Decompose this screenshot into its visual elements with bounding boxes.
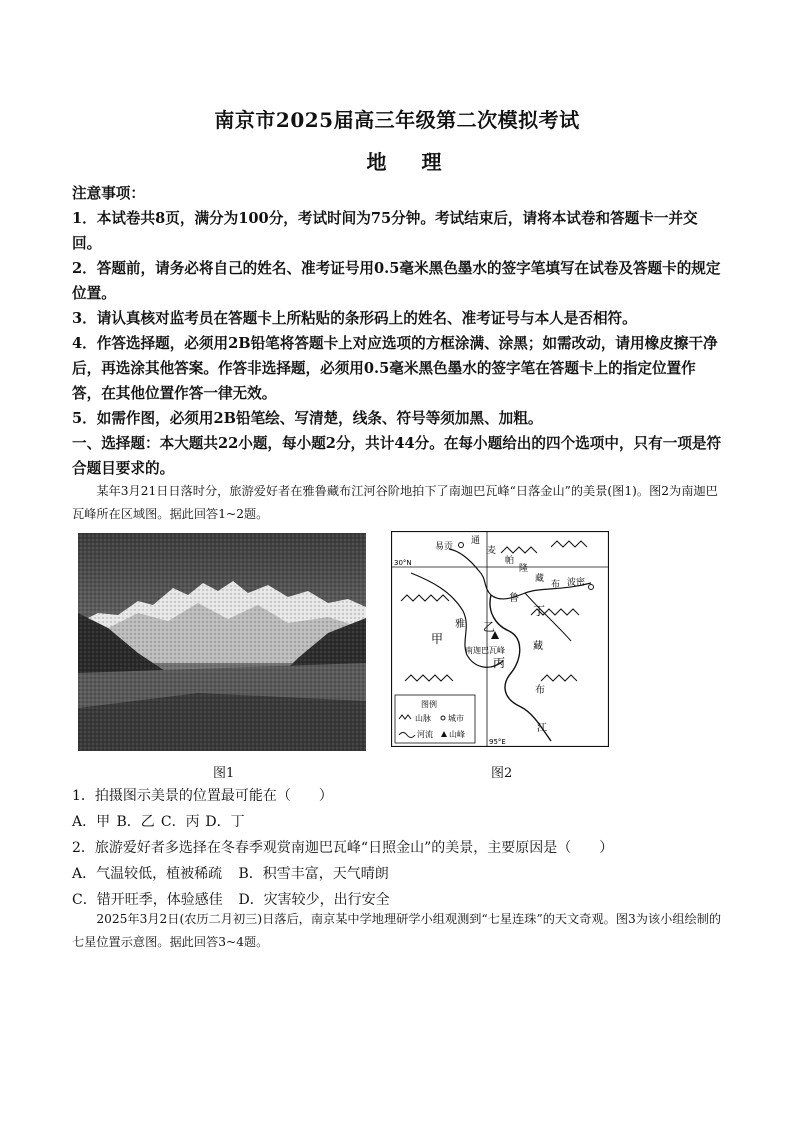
question-2-options-row-1	[72, 861, 722, 887]
passage-2: 2025年3月2日(农历二月初三)日落后，南京某中学地理研学小组观测到“七星连珠”的天文奇观。图3为该小组绘制的七星位置示意图。据此回答3~4题。	[72, 912, 722, 949]
peak-label: 南迦巴瓦峰	[465, 646, 505, 655]
subject-title: 地 理	[366, 150, 456, 174]
legend-mountain-label: 山脉	[415, 714, 431, 723]
river-char-11: 江	[537, 723, 547, 734]
river-char-7: 雅	[455, 619, 465, 630]
q1-option-b: B．乙	[116, 814, 155, 830]
river-char-10: 布	[535, 685, 545, 696]
notice-item-5: 5．如需作图，必须用2B铅笔绘、写清楚，线条、符号等须加黑、加粗。	[72, 410, 543, 427]
legend-title: 图例	[421, 700, 437, 709]
photo-figure-1	[78, 533, 366, 751]
figure-1-caption: 图1	[213, 766, 235, 781]
q2-option-a: A．气温较低，植被稀疏	[72, 866, 223, 882]
river-char-6: 布	[551, 580, 561, 590]
questions-block	[72, 783, 722, 913]
river-char-1: 通	[471, 536, 481, 546]
q1-option-c: C．丙	[160, 814, 200, 830]
legend-peak-label: 山峰	[449, 730, 465, 739]
question-1-options	[72, 809, 722, 835]
river-char-9: 藏	[533, 641, 543, 652]
exam-title: 南京市2025届高三年级第二次模拟考试	[214, 108, 580, 132]
q2-option-d: D．灾害较少，出行安全	[238, 892, 390, 908]
notice-item-4: 4．作答选择题，必须用2B铅笔将答题卡上对应选项的方框涂满、涂黑；如需改动，请用橡皮擦干净后，再选涂其他答案。作答非选择题，必须用0.5毫米黑色墨水的签字笔在答题卡上的指定位置作答，在其他位置作答一律无效。	[72, 335, 718, 402]
notice-item-1: 1．本试卷共8页，满分为100分，考试时间为75分钟。考试结束后，请将本试卷和答题卡一并交回。	[72, 210, 698, 252]
q1-option-d: D．丁	[205, 814, 245, 830]
q2-option-c: C．错开旺季，体验感佳	[72, 892, 223, 908]
river-char-3: 帕	[505, 556, 515, 566]
notice-section	[72, 181, 722, 481]
question-1-stem: 1．拍摄图示美景的位置最可能在（ ）	[72, 788, 333, 804]
position-bing: 丙	[493, 656, 506, 670]
q1-option-a: A．甲	[72, 814, 111, 830]
notice-item-2: 2．答题前，请务必将自己的姓名、准考证号用0.5毫米黑色墨水的签字笔填写在试卷及答题卡的规定位置。	[72, 260, 721, 302]
passage-1: 某年3月21日日落时分，旅游爱好者在雅鲁藏布江河谷阶地拍下了南迦巴瓦峰“日落金山”的美景(图1)。图2为南迦巴瓦峰所在区域图。据此回答1~2题。	[72, 484, 718, 521]
q2-option-b: B．积雪丰富，天气晴朗	[238, 866, 389, 882]
river-char-8: 鲁	[509, 593, 519, 604]
legend-river-label: 河流	[417, 730, 433, 739]
notice-heading: 注意事项：	[72, 185, 145, 202]
question-2-stem: 2．旅游爱好者多选择在冬春季观赏南迦巴瓦峰“日照金山”的美景，主要原因是（ ）	[72, 840, 614, 856]
city-bomi-label: 波密	[567, 578, 586, 588]
longitude-label: 95°E	[489, 738, 506, 746]
position-yi: 乙	[483, 620, 496, 634]
legend-city-label: 城市	[448, 714, 464, 723]
latitude-label: 30°N	[394, 559, 412, 567]
notice-item-3: 3．请认真核对监考员在答题卡上所粘贴的条形码上的姓名、准考证号与本人是否相符。	[72, 310, 637, 327]
river-char-4: 隆	[519, 564, 529, 574]
river-char-2: 麦	[487, 546, 497, 556]
river-char-5: 藏	[535, 574, 545, 584]
city-yigong-label: 易贡	[435, 542, 454, 552]
position-ding: 丁	[533, 604, 546, 618]
map-figure-2	[391, 531, 609, 747]
section-1-heading: 一、选择题：本大题共22小题，每小题2分，共计44分。在每小题给出的四个选项中，只有一项是符合题目要求的。	[72, 435, 722, 477]
position-jia: 甲	[431, 632, 444, 646]
figure-2-caption: 图2	[491, 766, 513, 781]
